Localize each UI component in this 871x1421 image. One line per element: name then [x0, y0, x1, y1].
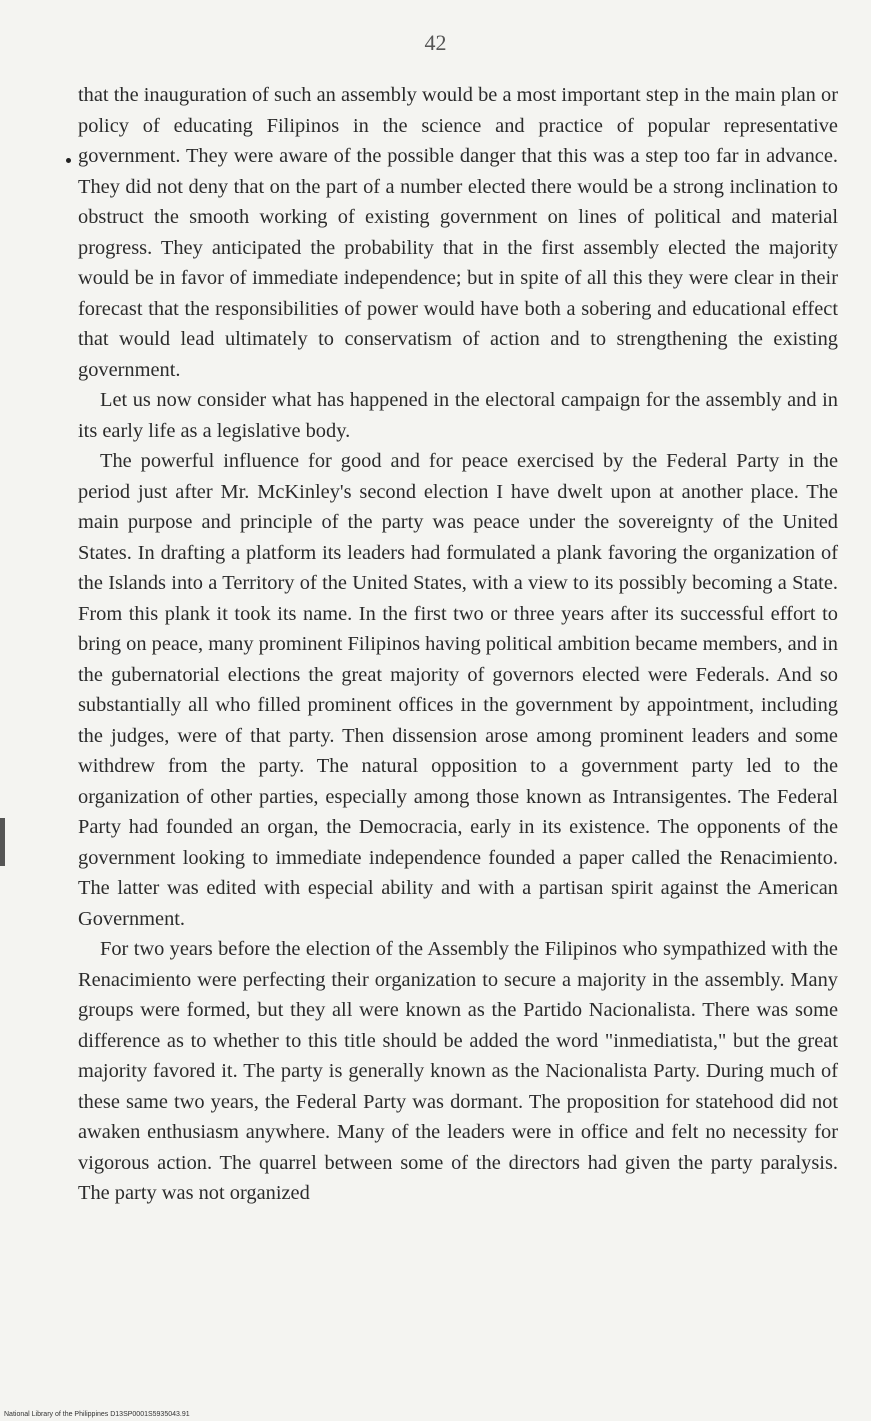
page-number: 42 — [424, 30, 447, 55]
paragraph-3: The powerful influence for good and for peace exercised by the Federal Party in the period just after Mr. McKinley's second election I have dwelt upon at another place. The main purpose and principle of the party was peace under the sovereignty of the United States. In drafting a platform its leaders had formulated a plank favoring the organization of the Islands into a Territory of the United States, with a view to its possibly becoming a State. From this plank it took its name. In the first two or three years after its successful effort to bring on peace, many prominent Filipinos having political ambition became members, and in the gubernatorial elections the great majority of governors elected were Federals. And so substantially all who filled prominent offices in the government by appointment, including the judges, were of that party. Then dissension arose among prominent leaders and some withdrew from the party. The natural opposition to a government party led to the organization of other parties, especially among those known as Intransigentes. The Federal Party had founded an organ, the Democracia, early in its existence. The opponents of the government looking to immediate independence founded a paper called the Renacimiento. The latter was edited with especial ability and with a partisan spirit against the American Government. — [78, 450, 838, 930]
margin-dot — [66, 158, 71, 163]
margin-mark — [0, 818, 5, 866]
footer-credit: National Library of the Philippines D13SP0001S5935043.91 — [4, 1411, 190, 1418]
paragraph-4: For two years before the election of the Assembly the Filipinos who sympathized with the Renacimiento were perfecting their organization to secure a majority in the assembly. Many groups were formed, but they all were known as the Partido Nacionalista. There was some difference as to whether to this title should be added the word "inmediatista," but the great majority favored it. The party is generally known as the Nacionalista Party. During much of these same two years, the Federal Party was dormant. The proposition for statehood did not awaken enthusiasm anywhere. Many of the leaders were in office and felt no necessity for vigorous action. The quarrel between some of the directors had given the party paralysis. The party was not organized — [78, 938, 838, 1204]
paragraph-2: Let us now consider what has happened in the electoral campaign for the assembly and in its early life as a legislative body. — [78, 389, 838, 442]
paragraph-1: that the inauguration of such an assembly would be a most important step in the main plan or policy of educating Filipinos in the science and practice of popular representative government. They were aware of the possible danger that this was a step too far in advance. They did not deny that on the part of a number elected there would be a strong inclination to obstruct the smooth working of existing government on lines of political and material progress. They anticipated the probability that in the first assembly elected the majority would be in favor of immediate independence; but in spite of all this they were clear in their forecast that the responsibilities of power would have both a sobering and educational effect that would lead ultimately to conservatism of action and to strengthening the existing government. — [78, 84, 838, 381]
body-text — [78, 80, 838, 1209]
